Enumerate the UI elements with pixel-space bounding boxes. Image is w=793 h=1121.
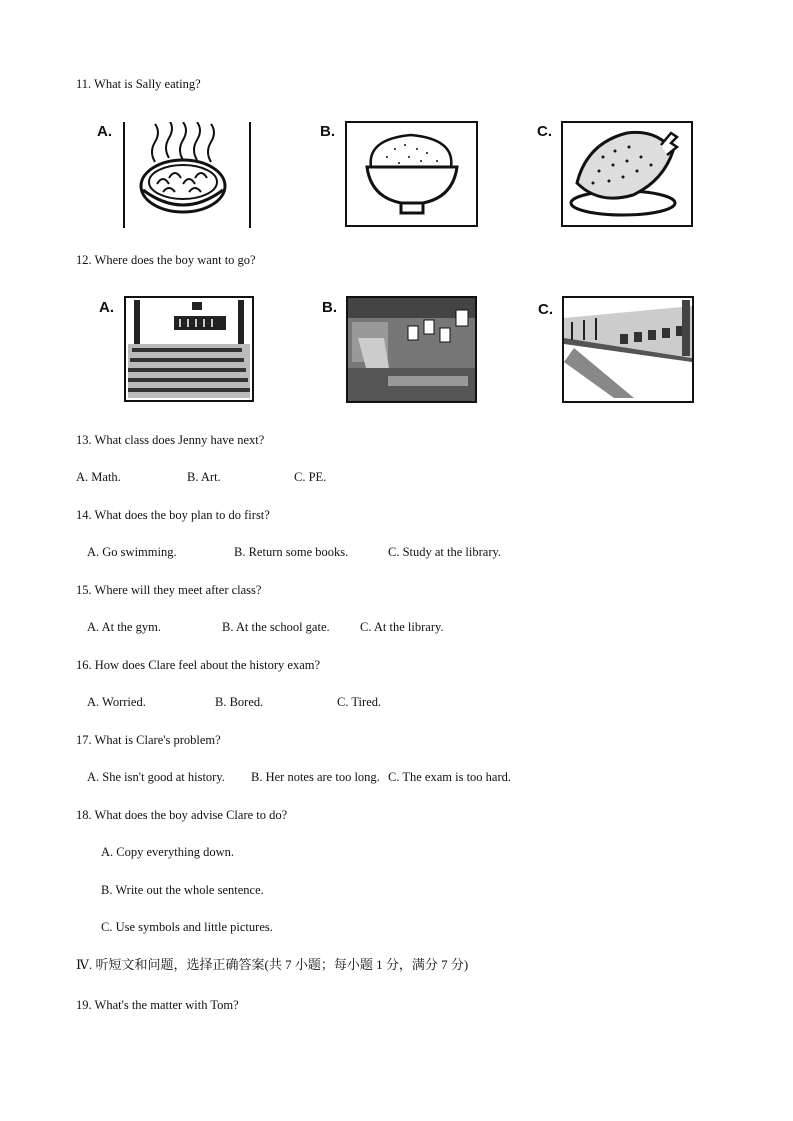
question-11: 11. What is Sally eating? [76, 77, 201, 91]
option-picture-a[interactable] [123, 122, 251, 228]
option-label-c: C. [537, 123, 552, 140]
option-b[interactable]: B. Art. [187, 470, 221, 484]
option-a[interactable]: A. Go swimming. [87, 545, 177, 559]
question-13: 13. What class does Jenny have next? [76, 433, 265, 447]
question-14: 14. What does the boy plan to do first? [76, 508, 270, 522]
option-a[interactable]: A. She isn't good at history. [87, 770, 225, 784]
question-17: 17. What is Clare's problem? [76, 733, 221, 747]
option-c[interactable]: C. PE. [294, 470, 327, 484]
option-b[interactable]: B. Bored. [215, 695, 264, 709]
rice-bowl-icon [347, 123, 476, 225]
question-19: 19. What's the matter with Tom? [76, 998, 239, 1012]
question-15: 15. Where will they meet after class? [76, 583, 262, 597]
option-label-b: B. [320, 123, 335, 140]
option-c[interactable]: C. Tired. [337, 695, 382, 709]
option-a[interactable]: A. Copy everything down. [101, 845, 234, 859]
question-18: 18. What does the boy advise Clare to do? [76, 808, 288, 822]
option-c[interactable]: C. At the library. [360, 620, 444, 634]
option-b[interactable]: B. At the school gate. [222, 620, 330, 634]
option-c[interactable]: C. Use symbols and little pictures. [101, 920, 273, 934]
option-label-a: A. [97, 123, 112, 140]
computer-room-photo [564, 298, 692, 401]
roast-chicken-icon [563, 123, 691, 225]
option-b[interactable]: B. Return some books. [234, 545, 349, 559]
option-c[interactable]: C. The exam is too hard. [388, 770, 512, 784]
question-16: 16. How does Clare feel about the history exam? [76, 658, 321, 672]
option-a[interactable]: A. At the gym. [87, 620, 161, 634]
option-picture-c[interactable] [562, 296, 694, 403]
option-c[interactable]: C. Study at the library. [388, 545, 502, 559]
option-label-b: B. [322, 299, 337, 316]
option-picture-b[interactable] [346, 296, 477, 403]
option-picture-a[interactable] [124, 296, 254, 402]
option-label-c: C. [538, 301, 553, 318]
dumplings-bowl-icon [125, 122, 249, 228]
option-a[interactable]: A. Worried. [87, 695, 146, 709]
option-a[interactable]: A. Math. [76, 470, 121, 484]
dining-hall-photo [126, 298, 252, 400]
question-12: 12. Where does the boy want to go? [76, 253, 256, 267]
library-photo [348, 298, 475, 401]
option-b[interactable]: B. Her notes are too long. [251, 770, 380, 784]
option-b[interactable]: B. Write out the whole sentence. [101, 883, 264, 897]
option-picture-b[interactable] [345, 121, 478, 227]
option-label-a: A. [99, 299, 114, 316]
option-picture-c[interactable] [561, 121, 693, 227]
section-heading: Ⅳ. 听短文和问题，选择正确答案(共 7 小题；每小题 1 分，满分 7 分) [76, 957, 469, 972]
